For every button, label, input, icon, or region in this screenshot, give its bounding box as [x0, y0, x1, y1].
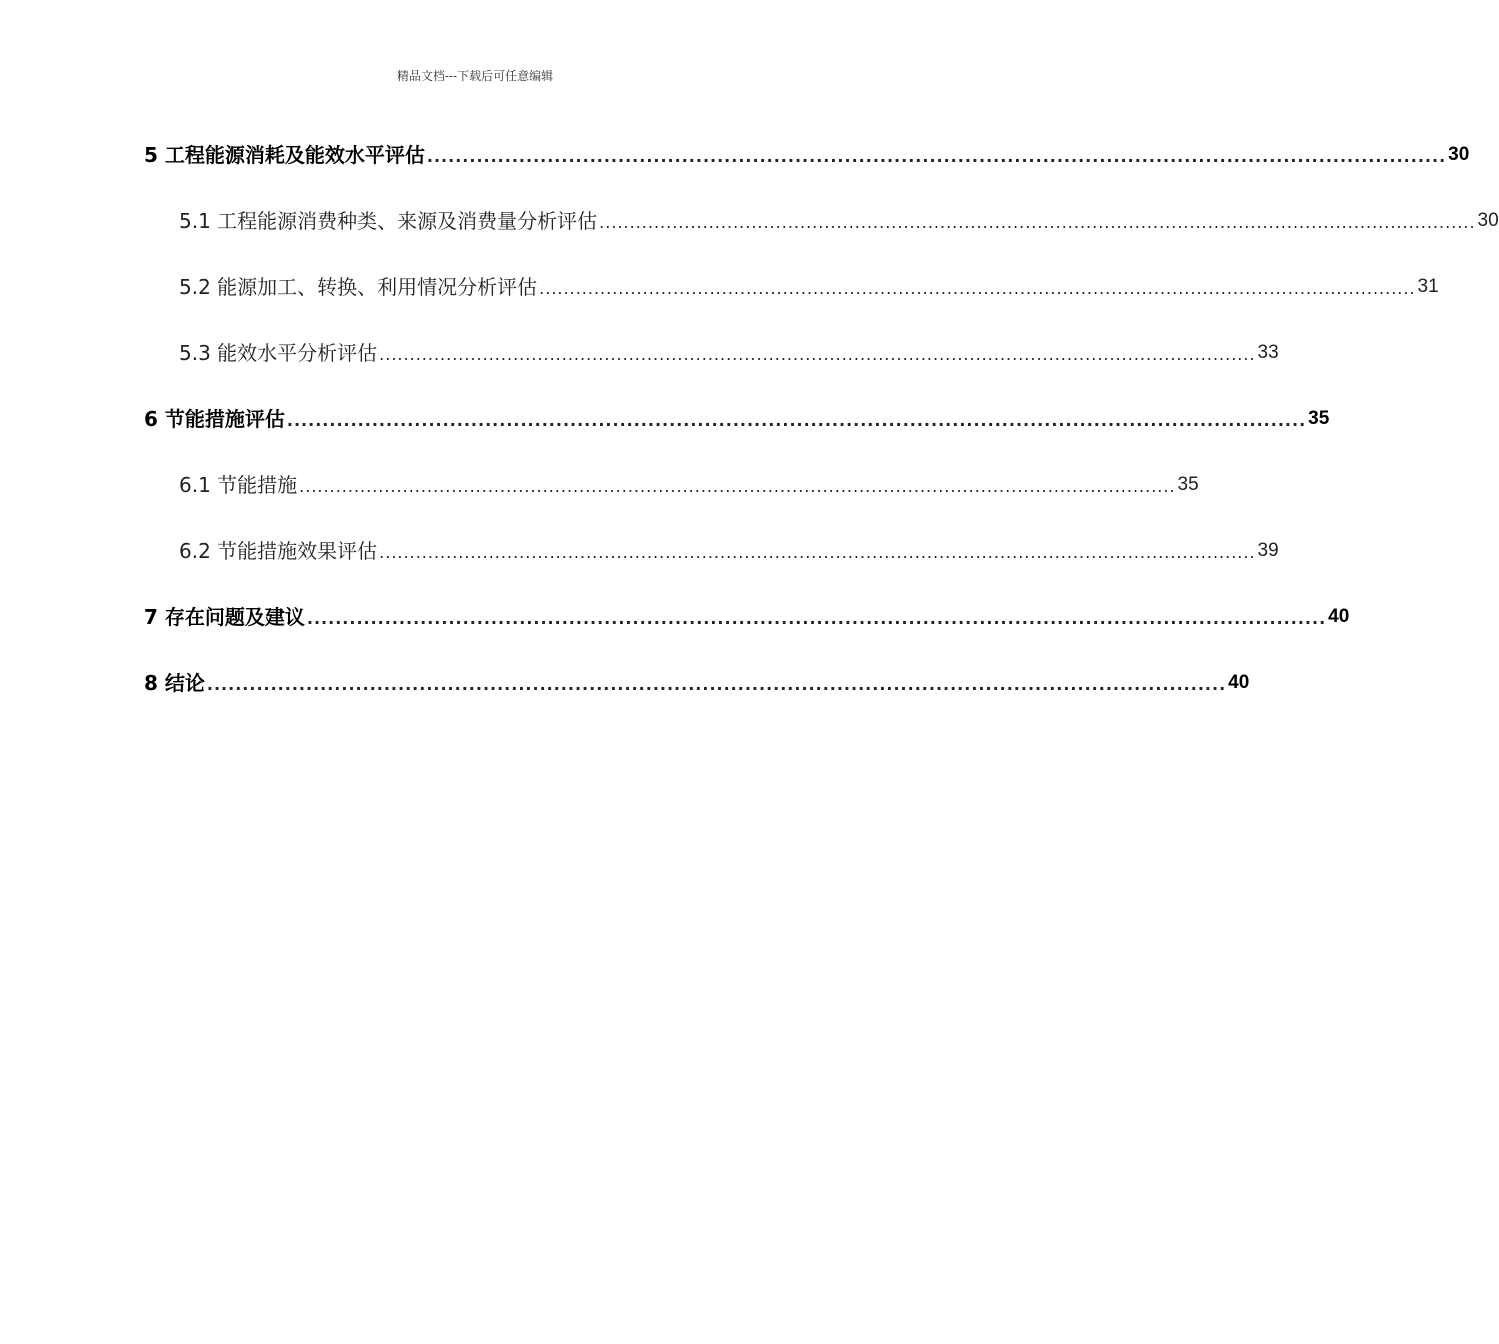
toc-entry-6-1[interactable] — [179, 462, 1199, 498]
toc-entry-page: 35 — [1177, 474, 1199, 495]
toc-entry-5-2[interactable] — [179, 264, 1439, 300]
toc-entry-title: 7 存在问题及建议 — [144, 605, 305, 629]
toc-entry-page: 31 — [1417, 276, 1439, 297]
toc-leader-dots: ................................................................................................................................................ — [299, 477, 1176, 496]
toc-entry-page: 35 — [1308, 408, 1330, 429]
toc-entry-6[interactable] — [144, 396, 1330, 432]
page-header: 精品文档---下载后可任意编辑 — [396, 69, 554, 83]
toc-entry-5-3[interactable] — [179, 330, 1279, 366]
toc-entry-page: 30 — [1477, 210, 1499, 231]
toc-entry-title: 5 工程能源消耗及能效水平评估 — [144, 143, 425, 167]
toc-entry-6-2[interactable] — [179, 528, 1279, 564]
toc-entry-title: 8 结论 — [144, 671, 205, 695]
toc-entry-7[interactable] — [144, 594, 1350, 630]
toc-entry-page: 40 — [1328, 606, 1350, 627]
toc-entry-title: 6 节能措施评估 — [144, 407, 285, 431]
toc-leader-dots: ................................................................................................................................................ — [306, 609, 1327, 628]
toc-leader-dots: ................................................................................................................................................ — [379, 345, 1256, 364]
toc-entry-page: 40 — [1228, 672, 1250, 693]
toc-leader-dots: ................................................................................................................................................ — [426, 147, 1447, 166]
toc-entry-title: 5.3 能效水平分析评估 — [179, 341, 378, 365]
toc-entry-5-1[interactable] — [179, 198, 1499, 234]
toc-entry-page: 30 — [1448, 144, 1470, 165]
toc-entry-page: 33 — [1257, 342, 1279, 363]
toc-leader-dots: ................................................................................................................................................ — [599, 213, 1476, 232]
toc-leader-dots: ................................................................................................................................................ — [286, 411, 1307, 430]
toc-entry-page: 39 — [1257, 540, 1279, 561]
toc-entry-title: 5.2 能源加工、转换、利用情况分析评估 — [179, 275, 538, 299]
toc-leader-dots: ................................................................................................................................................ — [206, 675, 1227, 694]
toc-leader-dots: ................................................................................................................................................ — [539, 279, 1416, 298]
toc-entry-title: 5.1 工程能源消费种类、来源及消费量分析评估 — [179, 209, 598, 233]
toc-entry-8[interactable] — [144, 660, 1250, 696]
toc-entry-title: 6.1 节能措施 — [179, 473, 298, 497]
toc-leader-dots: ................................................................................................................................................ — [379, 543, 1256, 562]
toc-entry-title: 6.2 节能措施效果评估 — [179, 539, 378, 563]
toc-entry-5[interactable] — [144, 132, 1470, 168]
